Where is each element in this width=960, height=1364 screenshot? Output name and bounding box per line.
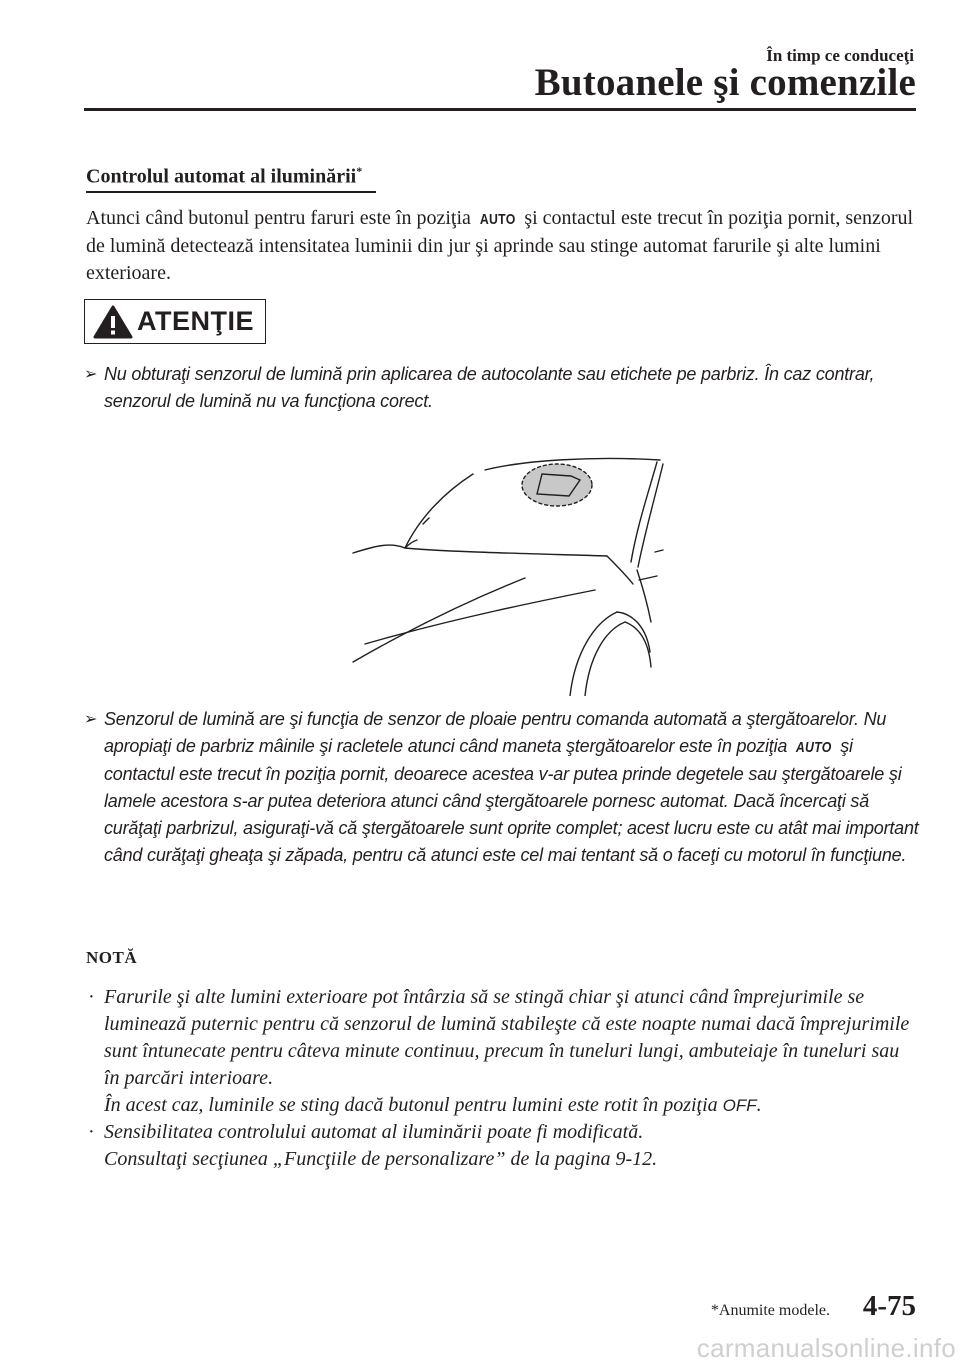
- caution-text-continued: şi contactul este trecut în poziţia pornit, deoarece acestea v-ar putea prinde degetele sau ştergătoarele şi lamele acestora s-ar putea deteriora atunci când ştergătoarele pornesc automat. Dacă încercaţi să curăţaţi parbrizul, asiguraţi-vă că ştergătoarele sunt oprite complet; acest lucru este cu atât mai important când curăţaţi gheaţa şi zăpada, pentru că atunci este cel mai tentant să o faceţi cu motorul în funcţiune.: [104, 736, 919, 865]
- off-badge: OFF: [722, 1096, 757, 1115]
- warning-triangle-icon: [91, 302, 135, 342]
- intro-paragraph: [86, 205, 916, 287]
- caution-text: Senzorul de lumină are şi funcţia de senzor de ploaie pentru comanda automată a ştergătoarelor. Nu apropiaţi de parbriz mâinile şi racletele atunci când maneta ştergătoarelor este în poziţia: [104, 709, 887, 756]
- note-item: [86, 1119, 916, 1173]
- note-item: [86, 984, 916, 1119]
- caution-text: Nu obturaţi senzorul de lumină prin aplicarea de autocolante sau etichete pe parbriz. În caz contrar, senzorul de lumină nu va funcţiona corect.: [104, 364, 875, 411]
- bullet-dot-icon: ·: [88, 986, 95, 1008]
- chapter-subtitle: În timp ce conduceţi: [766, 46, 914, 65]
- caution-header: [84, 299, 266, 344]
- arrow-right-icon: ➢: [84, 366, 98, 383]
- note-text: Consultaţi secţiunea „Funcţiile de personalizare” de la pagina 9-12.: [104, 1148, 658, 1170]
- chapter-title: Butoanele şi comenzile: [534, 61, 916, 104]
- arrow-right-icon: ➢: [84, 711, 98, 728]
- watermark: carmanualsonline.info: [696, 1333, 956, 1363]
- section-heading-text: Controlul automat al iluminării: [86, 165, 357, 188]
- footnote: *Anumite modele.: [710, 1302, 830, 1319]
- section-heading-mark: *: [356, 164, 363, 178]
- note-text-part: În acest caz, luminile se sting dacă butonul pentru lumini este rotit în poziţia: [104, 1094, 723, 1116]
- intro-text-continued: şi contactul este trecut în poziţia pornit, senzorul de lumină detectează intensitatea luminii din jur şi aprinde sau stinge automat farurile şi alte lumini exterioare.: [86, 207, 914, 284]
- car-windshield-sensor-illustration: [345, 452, 675, 696]
- caution-label: ATENŢIE: [137, 306, 254, 336]
- auto-badge: AUTO: [795, 739, 832, 756]
- bullet-dot-icon: ·: [88, 1121, 95, 1143]
- caution-item-2: [84, 706, 920, 869]
- section-heading: [86, 164, 376, 193]
- page-number: 4-75: [862, 1290, 916, 1322]
- intro-text: Atunci când butonul pentru faruri este în poziţia: [86, 207, 476, 229]
- note-text: Farurile şi alte lumini exterioare pot întârzia să se stingă chiar şi atunci când împrejurimile se luminează puternic pentru că senzorul de lumină stabileşte că este noapte numai dacă împrejurimile sunt întunecate pentru câteva minute continuu, precum în tuneluri lungi, ambuteiaje în tuneluri sau în parcări interioare.: [104, 986, 910, 1089]
- auto-badge: AUTO: [479, 211, 516, 228]
- note-text: Sensibilitatea controlului automat al iluminării poate fi modificată.: [104, 1121, 644, 1143]
- header-divider: [84, 108, 916, 111]
- note-text-end: .: [756, 1094, 762, 1116]
- note-label: NOTĂ: [86, 948, 138, 967]
- caution-item-1: [84, 361, 920, 415]
- note-text: [104, 1092, 916, 1119]
- note-list: [86, 984, 916, 1173]
